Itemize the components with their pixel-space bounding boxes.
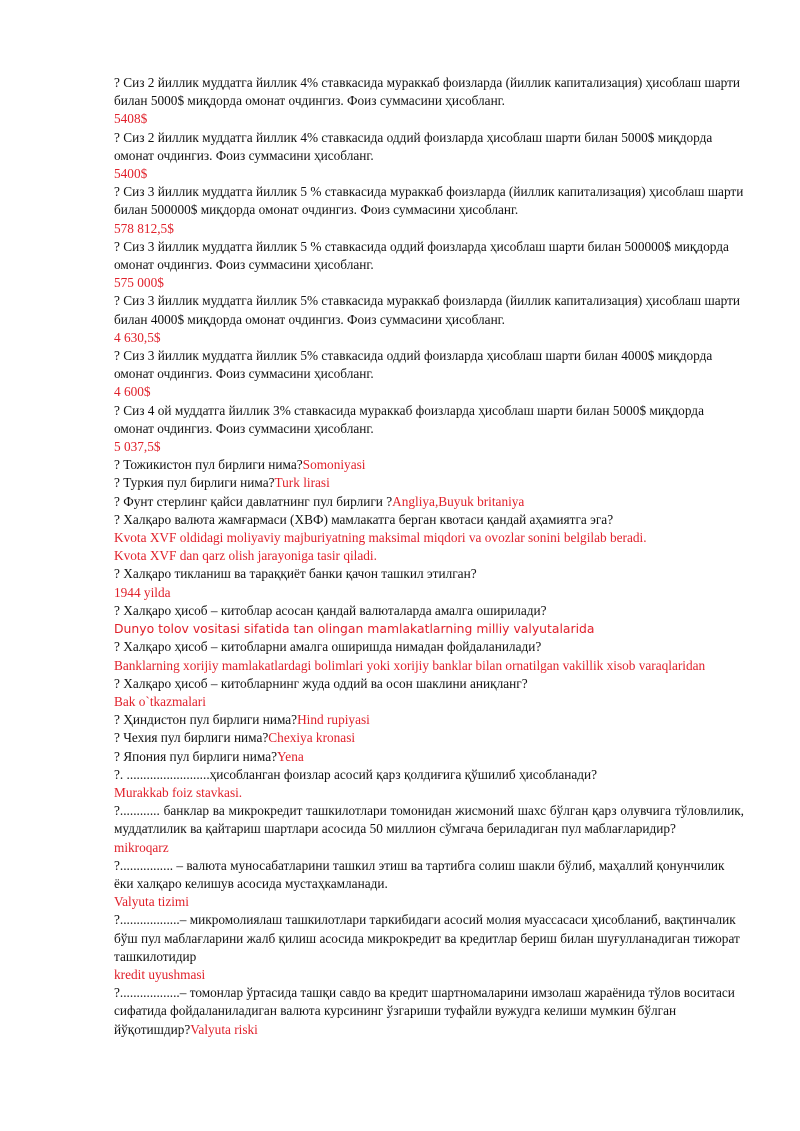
question-text: ?................ – валюта муносабатларини ташкил этиш ва тартибга солиш шакли бўлиб, маҳаллий қонунчилик ёки халқаро келишув асосида мустаҳкамланади. bbox=[114, 857, 725, 891]
answer-text: 5408$ bbox=[114, 111, 148, 127]
question-item bbox=[114, 74, 744, 129]
question-item bbox=[114, 402, 744, 457]
question-text: ? Япония пул бирлиги нима? bbox=[114, 748, 278, 764]
answer-text: Murakkab foiz stavkasi. bbox=[114, 784, 243, 800]
answer-text: Dunyo tolov vositasi sifatida tan olingan mamlakatlarning milliy valyutalarida bbox=[114, 621, 595, 637]
question-item bbox=[114, 675, 744, 711]
question-text: ? Сиз 3 йиллик муддатга йиллик 5 % ставкасида оддий фоизларда ҳисоблаш шарти билан 500000$ миқдорда омонат очдингиз. Фоиз суммасини ҳисобланг. bbox=[114, 238, 729, 273]
question-text: ?. .........................ҳисобланган фоизлар асосий қарз қолдиғига қўшилиб ҳисобланади? bbox=[114, 766, 598, 782]
question-item bbox=[114, 292, 744, 347]
answer-text-secondary: Kvota XVF dan qarz olish jarayoniga tasir qiladi. bbox=[114, 548, 377, 564]
question-text: ? Халқаро валюта жамғармаси (ХВФ) мамлакатга берган квотаси қандай аҳамиятга эга? bbox=[114, 511, 614, 527]
answer-text: Bak o`tkazmalari bbox=[114, 693, 206, 709]
question-text: ? Сиз 3 йиллик муддатга йиллик 5 % ставкасида мураккаб фоизларда (йиллик капитализация) ҳисоблаш шарти билан 500000$ миқдорда омонат очдингиз. Фоиз суммасини ҳисобланг. bbox=[114, 184, 744, 218]
answer-text: 4 630,5$ bbox=[114, 329, 161, 345]
question-item bbox=[114, 911, 744, 984]
answer-text: Hind rupiyasi bbox=[297, 712, 370, 728]
answer-text: Chexiya kronasi bbox=[268, 730, 356, 746]
question-text: ?..................– микромолиялаш ташкилотлари таркибидаги асосий молия муассасаси ҳисобланиб, вақтинчалик бўш пул маблағларини жалб қилиш асосида микрокредит ва кредитлар бериш билан шуғулланадиган тижорат ташкилотидир bbox=[114, 912, 740, 964]
question-text: ? Сиз 2 йиллик муддатга йиллик 4% ставкасида оддий фоизларда ҳисоблаш шарти билан 5000$ миқдорда омонат очдингиз. Фоиз суммасини ҳисобланг. bbox=[114, 129, 713, 163]
question-item bbox=[114, 565, 744, 601]
question-text: ?..................– томонлар ўртасида ташқи савдо ва кредит шартномаларини имзолаш жараёнида тўлов воситаси сифатида фойдаланиладиган валюта курсининг ўзгариши туфайли вужудга келиши мумкин бўлган йўқотишдир? bbox=[114, 985, 735, 1037]
question-text: ? Сиз 3 йиллик муддатга йиллик 5% ставкасида оддий фоизларда ҳисоблаш шарти билан 4000$ миқдорда омонат очдингиз. Фоиз суммасини ҳисобланг. bbox=[114, 348, 713, 382]
answer-text: Turk lirasi bbox=[274, 475, 330, 491]
answer-text: Banklarning xorijiy mamlakatlardagi bolimlari yoki xorijiy banklar bilan ornatilgan vakillik xisob varaqlaridan bbox=[114, 657, 706, 673]
question-text: ? Ҳиндистон пул бирлиги нима? bbox=[114, 712, 298, 728]
answer-text: Valyuta tizimi bbox=[114, 894, 189, 910]
question-text: ? Чехия пул бирлиги нима? bbox=[114, 730, 269, 746]
question-item bbox=[114, 511, 744, 566]
answer-text: 4 600$ bbox=[114, 384, 151, 400]
answer-text: 5400$ bbox=[114, 166, 148, 182]
question-item bbox=[114, 602, 744, 638]
question-item bbox=[114, 493, 744, 511]
question-item bbox=[114, 456, 744, 474]
answer-text: Kvota XVF oldidagi moliyaviy majburiyatning maksimal miqdori va ovozlar sonini belgilab beradi. bbox=[114, 530, 647, 546]
question-text: ? Туркия пул бирлиги нима? bbox=[114, 475, 275, 491]
question-item bbox=[114, 766, 744, 802]
answer-text: 578 812,5$ bbox=[114, 220, 174, 236]
question-item bbox=[114, 729, 744, 747]
question-text: ? Халқаро ҳисоб – китобларнинг жуда оддий ва осон шаклини аниқланг? bbox=[114, 675, 528, 691]
answer-text: Angliya,Buyuk britaniya bbox=[392, 493, 525, 509]
question-text: ? Халқаро тикланиш ва тараққиёт банки қачон ташкил этилган? bbox=[114, 566, 477, 582]
question-item bbox=[114, 857, 744, 912]
question-text: ? Сиз 2 йиллик муддатга йиллик 4% ставкасида мураккаб фоизларда (йиллик капитализация) ҳисоблаш шарти билан 5000$ миқдорда омонат очдингиз. Фоиз суммасини ҳисобланг. bbox=[114, 75, 741, 109]
answer-text: 5 037,5$ bbox=[114, 439, 161, 455]
question-item bbox=[114, 183, 744, 238]
answer-text: Yena bbox=[277, 748, 304, 764]
question-item bbox=[114, 238, 744, 293]
question-item bbox=[114, 474, 744, 492]
answer-text: 1944 yilda bbox=[114, 584, 171, 600]
question-text: ? Сиз 4 ой муддатга йиллик 3% ставкасида мураккаб фоизларда ҳисоблаш шарти билан 5000$ миқдорда омонат очдингиз. Фоиз суммасини ҳисобланг. bbox=[114, 402, 704, 436]
answer-text: kredit uyushmasi bbox=[114, 966, 206, 982]
question-text: ?............ банклар ва микрокредит ташкилотлари томонидан жисмоний шахс бўлган қарз олувчига тўловлилик, муддатлилик ва қайтариш шартлари асосида 50 миллион сўмгача бериладиган пул маблағларидир? bbox=[114, 803, 744, 837]
question-item bbox=[114, 129, 744, 184]
question-text: ? Тожикистон пул бирлиги нима? bbox=[114, 457, 303, 473]
question-item bbox=[114, 748, 744, 766]
question-item bbox=[114, 638, 744, 674]
question-item bbox=[114, 984, 744, 1039]
answer-text: Valyuta riski bbox=[190, 1021, 258, 1037]
question-text: ? Халқаро ҳисоб – китобларни амалга оширишда нимадан фойдаланилади? bbox=[114, 639, 542, 655]
question-text: ? Сиз 3 йиллик муддатга йиллик 5% ставкасида мураккаб фоизларда (йиллик капитализация) ҳисоблаш шарти билан 4000$ миқдорда омонат очдингиз. Фоиз суммасини ҳисобланг. bbox=[114, 293, 741, 327]
answer-text: Somoniyasi bbox=[302, 457, 366, 473]
answer-text: mikroqarz bbox=[114, 839, 169, 855]
question-item bbox=[114, 802, 744, 857]
question-item bbox=[114, 711, 744, 729]
question-text: ? Халқаро ҳисоб – китоблар асосан қандай валюталарда амалга оширилади? bbox=[114, 602, 547, 618]
answer-text: 575 000$ bbox=[114, 275, 164, 291]
question-item bbox=[114, 347, 744, 402]
question-text: ? Фунт стерлинг қайси давлатнинг пул бирлиги ? bbox=[114, 493, 393, 509]
